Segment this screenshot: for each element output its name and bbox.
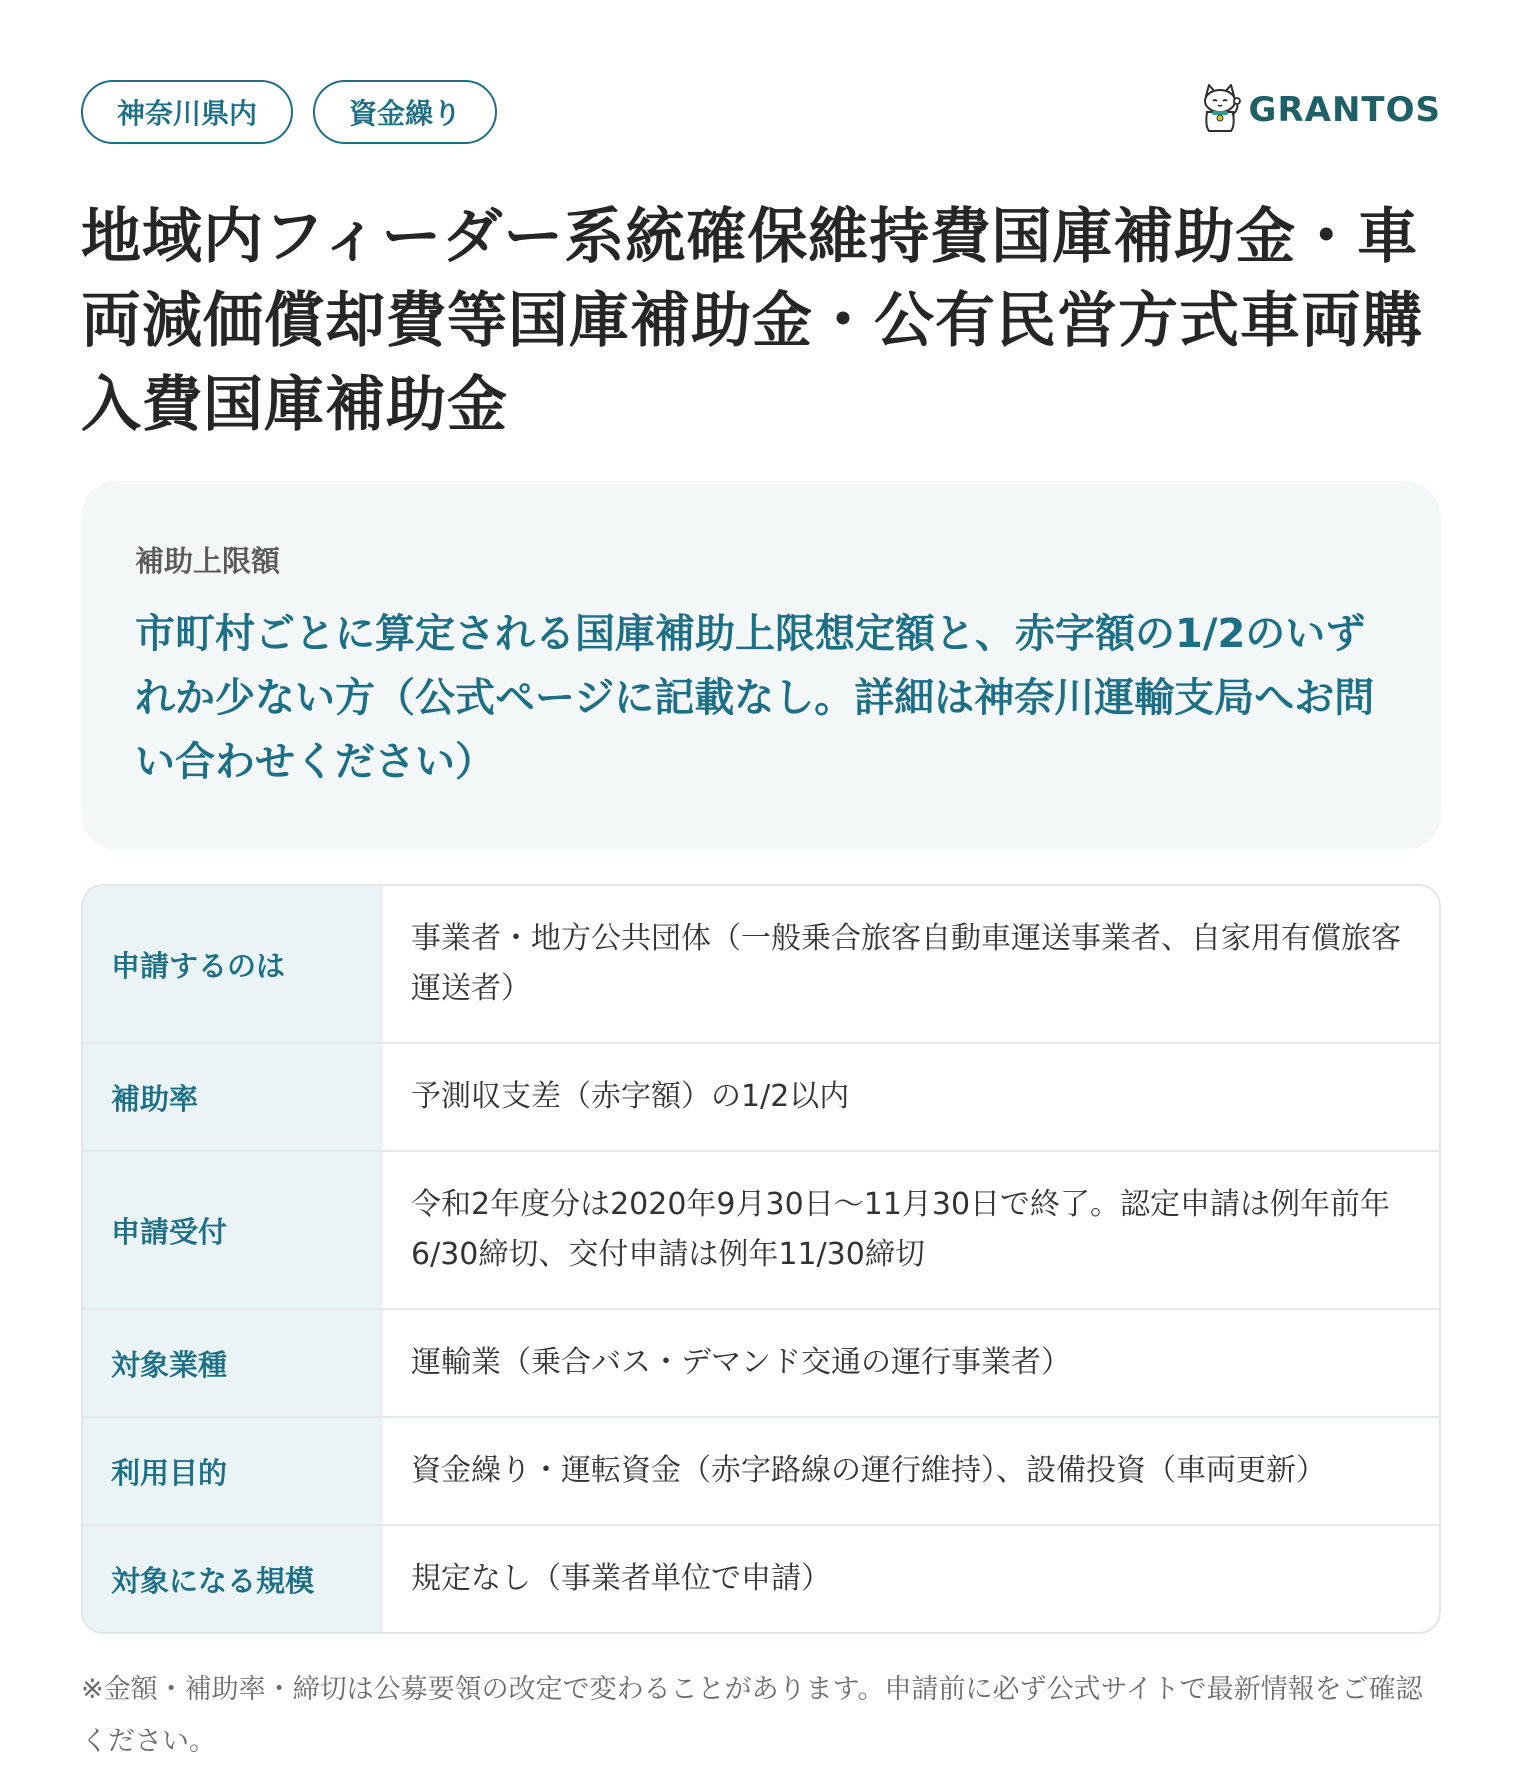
row-label: 対象になる規模: [83, 1526, 383, 1632]
row-value: 資金繰り・運転資金（赤字路線の運行維持）、設備投資（車両更新）: [411, 1453, 1326, 1488]
row-label: 申請するのは: [83, 886, 383, 1042]
brand-logo[interactable]: [1199, 82, 1441, 138]
header: [81, 0, 1441, 160]
row-label: 対象業種: [83, 1310, 383, 1416]
subsidy-limit-label: 補助上限額: [135, 544, 281, 578]
table-row-purpose: [83, 1418, 1439, 1526]
row-value: 事業者・地方公共団体（一般乗合旅客自動車運送事業者、自家用有償旅客運送者）: [411, 921, 1401, 1006]
table-row-industry: [83, 1310, 1439, 1418]
row-value: 運輸業（乗合バス・デマンド交通の運行事業者）: [411, 1345, 1071, 1380]
subsidy-limit-box: [81, 481, 1441, 850]
tag-list: [81, 80, 497, 144]
footnote: ※金額・補助率・締切は公募要領の改定で変わることがあります。申請前に必ず公式サイトで最新情報をご確認ください。: [81, 1674, 1423, 1757]
row-label: 利用目的: [83, 1418, 383, 1524]
table-row-subsidy-rate: [83, 1044, 1439, 1152]
row-value: 令和2年度分は2020年9月30日〜11月30日で終了。認定申請は例年前年6/30締切、交付申請は例年11/30締切: [411, 1187, 1391, 1272]
table-row-scale: [83, 1526, 1439, 1632]
row-value: 規定なし（事業者単位で申請）: [411, 1561, 831, 1596]
table-row-application-period: [83, 1152, 1439, 1310]
brand-name: GRANTOS: [1248, 90, 1441, 130]
row-label: 補助率: [83, 1044, 383, 1150]
maneki-neko-cat-icon: [1199, 82, 1241, 138]
table-row-applicant: [83, 886, 1439, 1044]
page-title: 地域内フィーダー系統確保維持費国庫補助金・車両減価償却費等国庫補助金・公有民営方式車両購入費国庫補助金: [81, 202, 1423, 440]
subsidy-limit-value: 市町村ごとに算定される国庫補助上限想定額と、赤字額の1/2のいずれか少ない方（公式ページに記載なし。詳細は神奈川運輸支局へお問い合わせください）: [135, 611, 1375, 785]
tag-kanagawa[interactable]: 神奈川県内: [81, 80, 293, 144]
page: [81, 0, 1441, 1768]
info-table: [81, 884, 1441, 1634]
row-label: 申請受付: [83, 1152, 383, 1308]
tag-cash-flow[interactable]: 資金繰り: [313, 80, 497, 144]
row-value: 予測収支差（赤字額）の1/2以内: [411, 1079, 850, 1114]
